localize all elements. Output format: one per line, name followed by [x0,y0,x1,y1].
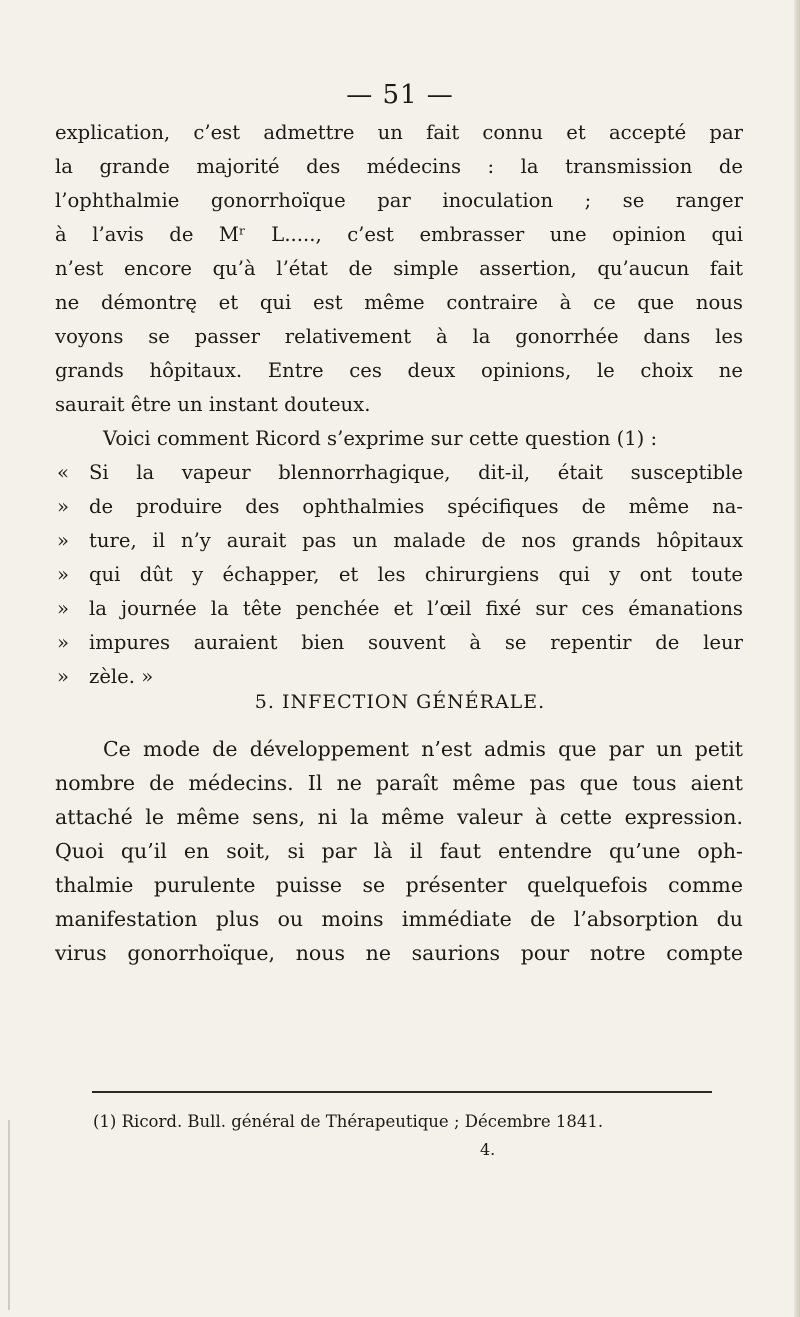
text-line: virus gonorrhoïque, nous ne saurions pour notre compte [55,941,743,965]
page-margin-mark [8,1120,10,1310]
text-line: manifestation plus ou moins immédiate de l’absorption du [55,907,743,931]
quote-text: la journée la tête penchée et l’œil fixé sur ces émanations [89,597,743,620]
text-line: nombre de médecins. Il ne paraît même pas que tous aient [55,771,743,795]
quote-line [55,592,743,626]
text-line: Ce mode de développement n’est admis que par un petit [103,737,743,761]
quote-mark: » [57,495,69,518]
quote-mark: » [57,563,69,586]
text-line: voyons se passer relativement à la gonorrhée dans les [55,325,743,348]
quote-text: impures auraient bien souvent à se repentir de leur [89,631,743,654]
section-text [55,732,743,970]
footnote-divider [92,1091,712,1093]
quote-line [55,660,743,694]
quote-text: Si la vapeur blennorrhagique, dit-il, était susceptible [89,461,743,484]
quote-intro: Voici comment Ricord s’exprime sur cette question (1) : [103,427,658,450]
text-line: à l’avis de Mʳ L....., c’est embrasser une opinion qui [55,223,743,246]
text-line: explication, c’est admettre un fait connu et accepté par [55,121,743,144]
page-edge [794,0,800,1317]
quote-text: ture, il n’y aurait pas un malade de nos grands hôpitaux [89,529,743,552]
quote-line [55,626,743,660]
text-line: ne démontrę et qui est même contraire à ce que nous [55,291,743,314]
text-line: la grande majorité des médecins : la transmission de [55,155,743,178]
page-number: — 51 — [346,80,454,110]
quote-text: de produire des ophthalmies spécifiques de même na- [89,495,743,518]
signature-mark: 4. [480,1140,496,1159]
quote-line [55,558,743,592]
text-line: Quoi qu’il en soit, si par là il faut entendre qu’une oph- [55,839,743,863]
text-line: attaché le même sens, ni la même valeur à cette expression. [55,805,743,829]
quote-line [55,456,743,490]
quote-line [55,524,743,558]
quote-mark: « [57,461,69,484]
text-line: grands hôpitaux. Entre ces deux opinions, le choix ne [55,359,743,382]
text-line: saurait être un instant douteux. [55,393,371,416]
quote-mark: » [57,665,69,688]
quote-mark: » [57,631,69,654]
quote-text: qui dût y échapper, et les chirurgiens qui y ont toute [89,563,743,586]
quote-text: zèle. » [89,665,154,688]
text-line: l’ophthalmie gonorrhoïque par inoculation ; se ranger [55,189,743,212]
section-heading: 5. INFECTION GÉNÉRALE. [254,691,546,713]
quote-mark: » [57,529,69,552]
text-line: n’est encore qu’à l’état de simple assertion, qu’aucun fait [55,257,743,280]
footnote: (1) Ricord. Bull. général de Thérapeutique ; Décembre 1841. [93,1112,604,1131]
text-line: thalmie purulente puisse se présenter quelquefois comme [55,873,743,897]
main-text [55,116,743,694]
quote-mark: » [57,597,69,620]
quote-line [55,490,743,524]
